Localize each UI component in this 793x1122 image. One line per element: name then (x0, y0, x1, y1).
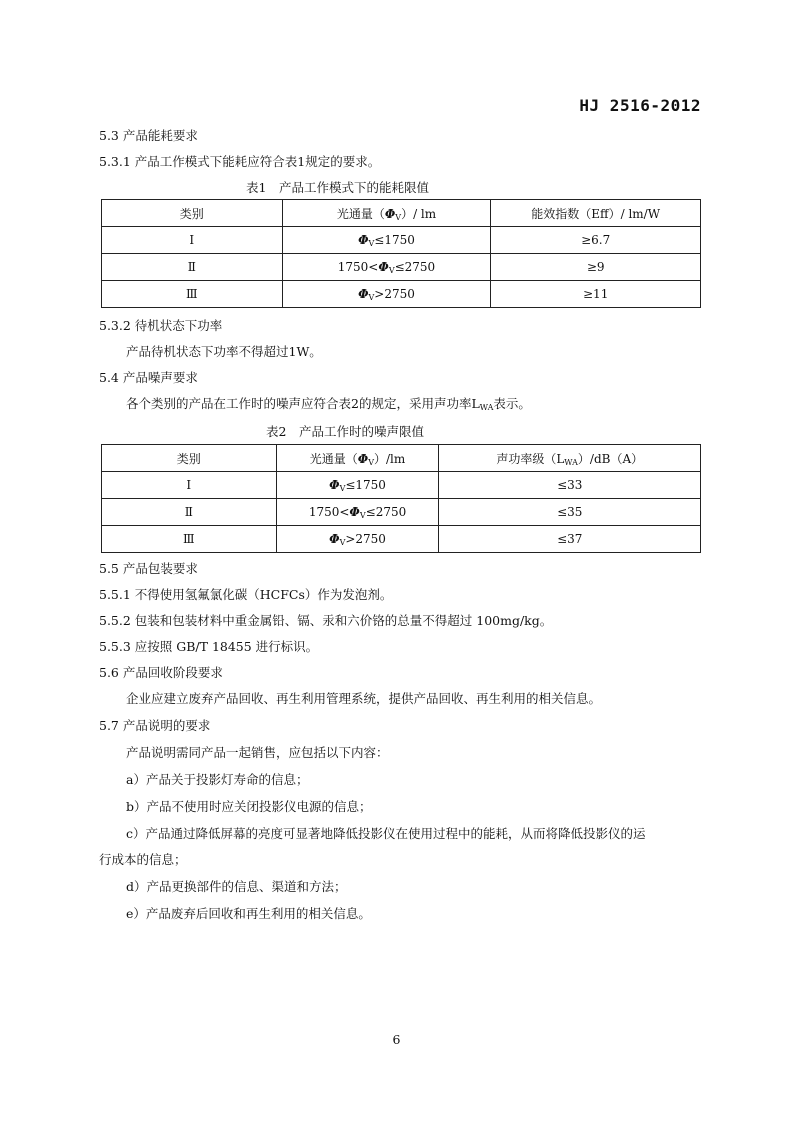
section-5-5-heading: 5.5 产品包装要求 (99, 561, 198, 576)
table1-row2-category: Ⅱ (102, 254, 283, 281)
table2-row2-value: ≤35 (439, 499, 701, 526)
section-5-3-2-heading: 5.3.2 待机状态下功率 (99, 318, 223, 333)
list-item-continuation: 行成本的信息； (99, 852, 187, 867)
table-row (102, 499, 701, 526)
section-5-3-heading: 5.3 产品能耗要求 (99, 128, 198, 143)
list-item: d）产品更换部件的信息、渠道和方法； (126, 879, 347, 894)
page-number: 6 (392, 1032, 401, 1047)
table1-energy-limits (101, 199, 701, 308)
table2-header-category: 类别 (102, 445, 277, 472)
table1-header-efficiency: 能效指数（Eff）/ lm/W (491, 200, 701, 227)
table2-row3-category: Ⅲ (102, 526, 277, 553)
section-5-7-heading: 5.7 产品说明的要求 (99, 718, 211, 733)
table1-row2-value: ≥9 (491, 254, 701, 281)
section-5-3-1-text: 5.3.1 产品工作模式下能耗应符合表1规定的要求。 (99, 154, 381, 169)
table1-row1-category: Ⅰ (102, 227, 283, 254)
table-row (102, 526, 701, 553)
table1-row1-value: ≥6.7 (491, 227, 701, 254)
section-5-3-2-body: 产品待机状态下功率不得超过1W。 (126, 344, 322, 359)
table-row (102, 472, 701, 499)
table1-row3-flux: $\Phi_V>2750$ (282, 281, 491, 308)
table2-header-flux: 光通量$(\Phi_V)/lm$ (276, 445, 439, 472)
section-5-4-heading: 5.4 产品噪声要求 (99, 370, 198, 385)
standard-code: HJ 2516-2012 (579, 96, 701, 115)
table-row (102, 254, 701, 281)
table2-header-noise: 声功率级$(L_{WA})/dB(A)$ (439, 445, 701, 472)
table2-noise-limits (101, 444, 701, 553)
table2-row3-flux: $\Phi_V>2750$ (276, 526, 439, 553)
table1-header-flux: 光通量$(\Phi_V)/$ lm (282, 200, 491, 227)
table2-row2-category: Ⅱ (102, 499, 277, 526)
section-5-6-heading: 5.6 产品回收阶段要求 (99, 665, 223, 680)
table1-caption: 表1 产品工作模式下的能耗限值 (246, 180, 429, 195)
table2-row1-category: Ⅰ (102, 472, 277, 499)
section-5-5-2-text: 5.5.2 包装和包装材料中重金属铅、镉、汞和六价铬的总量不得超过 100mg/kg。 (99, 613, 553, 628)
table1-row3-category: Ⅲ (102, 281, 283, 308)
section-5-4-body: 各个类别的产品在工作时的噪声应符合表2的规定，采用声功率$L_{WA}$表示。 (126, 396, 531, 412)
list-item: b）产品不使用时应关闭投影仪电源的信息； (126, 799, 372, 814)
table2-row2-flux: $1750<\Phi_V\le 2750$ (276, 499, 439, 526)
table1-header-category: 类别 (102, 200, 283, 227)
table1-header-row (102, 200, 701, 227)
table2-caption: 表2 产品工作时的噪声限值 (266, 424, 424, 439)
table1-row2-flux: $1750<\Phi_V\le 2750$ (282, 254, 491, 281)
table2-row1-flux: $\Phi_V\le 1750$ (276, 472, 439, 499)
section-5-7-body: 产品说明需同产品一起销售，应包括以下内容： (126, 745, 389, 760)
table2-header-row (102, 445, 701, 472)
table1-row3-value: ≥11 (491, 281, 701, 308)
list-item: c）产品通过降低屏幕的亮度可显著地降低投影仪在使用过程中的能耗，从而将降低投影仪的运 (126, 826, 646, 841)
table2-row3-value: ≤37 (439, 526, 701, 553)
table2-row1-value: ≤33 (439, 472, 701, 499)
section-5-6-body: 企业应建立废弃产品回收、再生利用管理系统，提供产品回收、再生利用的相关信息。 (126, 691, 602, 706)
list-item: e）产品废弃后回收和再生利用的相关信息。 (126, 906, 371, 921)
list-item: a）产品关于投影灯寿命的信息； (126, 772, 309, 787)
table1-row1-flux: $\Phi_V\le 1750$ (282, 227, 491, 254)
section-5-5-3-text: 5.5.3 应按照 GB/T 18455 进行标识。 (99, 639, 319, 654)
section-5-5-1-text: 5.5.1 不得使用氢氟氯化碳（HCFCs）作为发泡剂。 (99, 587, 393, 602)
table-row (102, 227, 701, 254)
table-row (102, 281, 701, 308)
